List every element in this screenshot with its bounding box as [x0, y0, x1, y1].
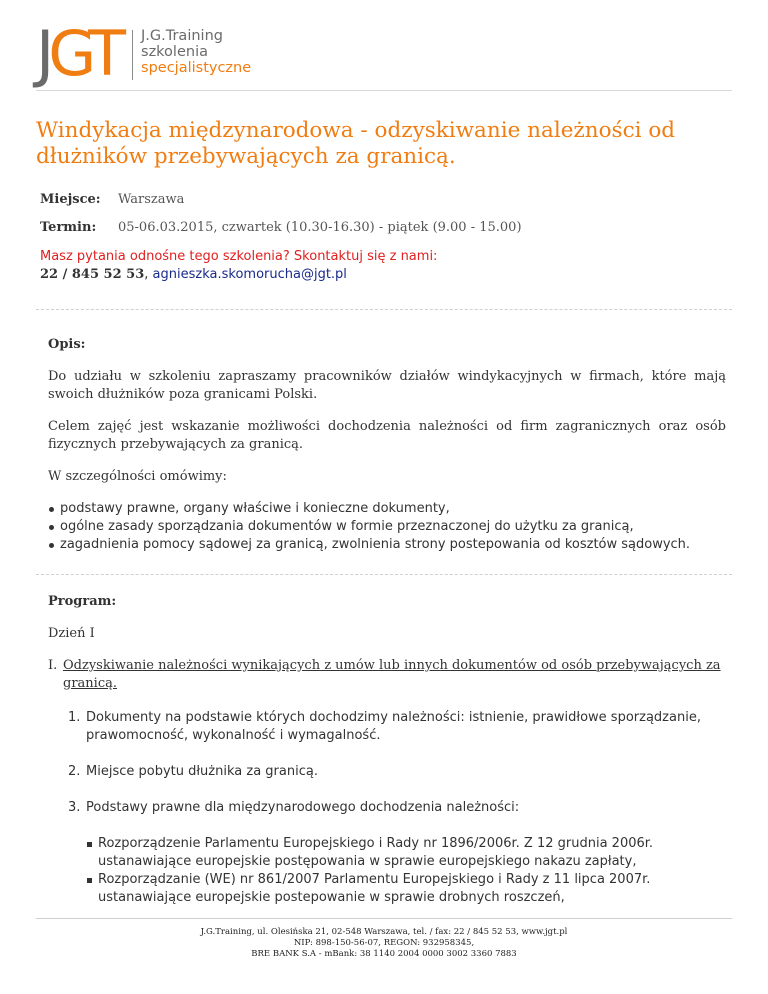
description-paragraph: W szczególności omówimy:	[48, 469, 227, 484]
item-text: Miejsce pobytu dłużnika za granicą.	[86, 764, 318, 779]
program-items	[68, 709, 726, 817]
program-day: Dzień I	[48, 626, 95, 641]
logo-tagline-line: szkolenia	[141, 44, 208, 60]
item-number: 1.	[68, 710, 81, 725]
description-section	[36, 310, 732, 574]
logo-tagline	[141, 28, 251, 76]
item-number: 2.	[68, 764, 81, 779]
item-number: 3.	[68, 800, 81, 815]
document-page	[36, 0, 732, 907]
list-item: ogólne zasady sporządzania dokumentów w formie przeznaczonej do użytku za granicą,	[48, 518, 726, 536]
training-meta	[36, 192, 732, 236]
date-value: 05-06.03.2015, czwartek (10.30-16.30) - piątek (9.00 - 15.00)	[118, 220, 522, 235]
part-title: Odzyskiwanie należności wynikających z umów lub innych dokumentów od osób przebywających za granicą.	[63, 658, 721, 691]
description-heading: Opis:	[48, 337, 86, 352]
item-text: Dokumenty na podstawie których dochodzimy należności: istnienie, prawidłowe sporządzanie, prawomocność, wykonalność i wymagalność.	[86, 710, 701, 743]
list-item: podstawy prawne, organy właściwe i konieczne dokumenty,	[48, 500, 726, 518]
logo-letters-gt: GT	[48, 17, 121, 90]
training-title: Windykacja międzynarodowa - odzyskiwanie należności od dłużników przebywających za granicą.	[36, 118, 676, 169]
contact-question: Masz pytania odnośne tego szkolenia? Skontaktuj się z nami:	[40, 249, 438, 264]
list-item	[68, 763, 726, 781]
list-item	[68, 799, 726, 817]
place-row	[36, 192, 732, 208]
logo-mark	[36, 17, 121, 90]
contact-details	[40, 266, 732, 284]
date-row	[36, 220, 732, 236]
header	[36, 0, 732, 91]
program-part	[48, 657, 726, 693]
part-number: I.	[48, 658, 58, 673]
contact-separator: ,	[144, 267, 149, 282]
program-heading: Program:	[48, 594, 117, 609]
item-text: Podstawy prawne dla międzynarodowego dochodzenia należności:	[86, 800, 520, 815]
list-item	[68, 709, 726, 745]
description-paragraph: Do udziału w szkoleniu zapraszamy pracowników działów windykacyjnych w firmach, które mają swoich dłużników poza granicami Polski.	[48, 369, 726, 402]
logo-letter-j: J	[36, 17, 49, 90]
page-footer	[36, 918, 732, 960]
contact-phone[interactable]: 22 / 845 52 53	[40, 267, 145, 282]
footer-tax-ids: NIP: 898-150-56-07, REGON: 932958345,	[293, 938, 475, 948]
contact-email-link[interactable]: agnieszka.skomorucha@jgt.pl	[152, 267, 347, 282]
logo-tagline-line: specjalistyczne	[141, 60, 252, 76]
list-item: Rozporządzenie Parlamentu Europejskiego i Rady nr 1896/2006r. Z 12 grudnia 2006r. ustanawiające europejskie postępowania w sprawie europejskiego nakazu zapłaty,	[86, 835, 726, 871]
logo-company-name: J.G.Training	[141, 28, 223, 44]
description-paragraph: Celem zajęć jest wskazanie możliwości dochodzenia należności od firm zagranicznych oraz osób fizycznych przebywających za granicą.	[48, 419, 726, 452]
list-item: zagadnienia pomocy sądowej za granicą, zwolnienia strony postepowania od kosztów sądowych.	[48, 536, 726, 554]
contact-box	[36, 248, 732, 284]
footer-address: J.G.Training, ul. Olesińska 21, 02-548 Warszawa, tel. / fax: 22 / 845 52 53, www.jgt.pl	[200, 927, 568, 937]
jgt-logo[interactable]	[36, 17, 252, 90]
logo-divider	[132, 30, 133, 80]
list-item: Rozporządzanie (WE) nr 861/2007 Parlamentu Europejskiego i Rady z 11 lipca 2007r. ustanawiające europejskie postepowanie w sprawie drobnych roszczeń,	[86, 871, 726, 907]
topics-list	[48, 500, 726, 554]
program-section	[36, 575, 732, 907]
place-value: Warszawa	[118, 192, 185, 207]
legal-basis-list	[86, 835, 726, 907]
date-label: Termin:	[40, 220, 97, 235]
place-label: Miejsce:	[40, 192, 101, 207]
footer-bank: BRE BANK S.A - mBank: 38 1140 2004 0000 3002 3360 7883	[251, 949, 517, 959]
